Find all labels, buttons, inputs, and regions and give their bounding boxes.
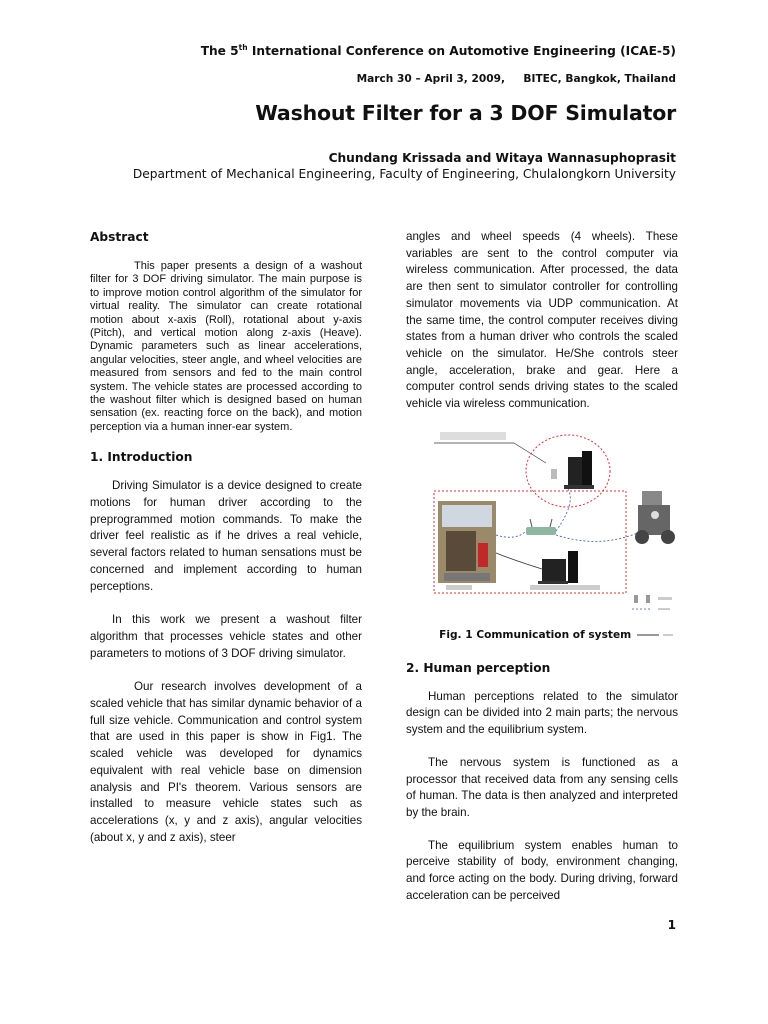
abstract-heading: Abstract: [90, 230, 149, 244]
paper-affiliation: Department of Mechanical Engineering, Faculty of Engineering, Chulalongkorn University: [132, 167, 676, 181]
human-perception-paragraph-3: The equilibrium system enables human to perceive stability of body, environment changing, and force acting on the body. During driving, forward acceleration can be perceived: [406, 838, 678, 902]
human-perception-paragraph-2: The nervous system is functioned as a processor that received data from any sensing cells of human. The data is then analyzed and interpreted by the brain.: [406, 755, 678, 819]
label-placeholder: [446, 585, 472, 590]
communication-diagram: [406, 423, 678, 623]
paper-title: Washout Filter for a 3 DOF Simulator: [255, 101, 676, 125]
figure-1: [406, 423, 678, 623]
caption-legend-line: [635, 631, 675, 639]
control-computer-icon: [551, 451, 594, 489]
conference-name: The 5th International Conference on Automotive Engineering (ICAE-5): [200, 43, 676, 59]
wireless-router-icon: [526, 519, 556, 535]
introduction-heading: 1. Introduction: [90, 450, 193, 465]
abstract-text: This paper presents a design of a washout filter for 3 DOF driving simulator. The main purpose is to improve motion control algorithm of the simulator for virtual reality. The simulator can create rotational motion about x-axis (Roll), rotational about y-axis (Pitch), and vertical motion along z-axis (Heave). Dynamic parameters such as linear accelerations, angular velocities, steer angle, and wheel velocities are measured from sensors and fed to the main control system. The vehicle states are processed according to the washout filter which is designed based on human sensation (ex. reacting force on the back), and motion perception via a human inner-ear system.: [90, 260, 362, 433]
label-placeholder: [530, 585, 600, 590]
introduction-paragraph-4: angles and wheel speeds (4 wheels). These variables are sent to the control computer via wireless communication. After processed, the data are then sent to simulator controller for controlling simulator movements via UDP communication. At the same time, the control computer receives diving states from a human driver who controls the scaled vehicle on the simulator. He/She controls steer angle, acceleration, brake and gear. Here a computer control sends driving states to the scaled vehicle via wireless communication.: [406, 230, 678, 411]
human-perception-paragraph-1: Human perceptions related to the simulator design can be divided into 2 main parts; the nervous system and the equilibrium system.: [406, 689, 678, 737]
page-number: 1: [667, 918, 676, 932]
simulator-controller-icon: [538, 551, 578, 584]
paper-authors: Chundang Krissada and Witaya Wannasuphoprasit: [328, 151, 676, 165]
simulator-photo: [438, 501, 496, 583]
right-column: [406, 226, 678, 904]
introduction-paragraph-2: In this work we present a washout filter algorithm that processes vehicle states and other parameters to motions of 3 DOF driving simulator.: [90, 613, 362, 660]
label-placeholder: [440, 432, 506, 440]
left-column: [90, 226, 362, 846]
scaled-vehicle-icon: [635, 491, 675, 544]
introduction-paragraph-3: Our research involves development of a scaled vehicle that has similar dynamic behavior of a full size vehicle. Communication and control system that are used in this paper is show in Fig1. The scaled vehicle was developed for dynamics equivalent with real vehicle base on dimension analysis and PI's theorem. Various sensors are installed to measure vehicle states such as accelerations (x, y and z axis), angular velocities (about x, y and z axis), steer: [90, 680, 362, 844]
figure-1-caption: Fig. 1 Communication of system: [406, 629, 678, 641]
figure-legend: [632, 595, 672, 610]
conference-date-location: March 30 – April 3, 2009, BITEC, Bangkok, Thailand: [356, 73, 676, 85]
human-perception-heading: 2. Human perception: [406, 660, 551, 675]
introduction-paragraph-1: Driving Simulator is a device designed to create motions for human driver according to the preprogrammed motion commands. To make the driver feel realistic as if he drives a real vehicle, several factors related to human sensations must be concerned and implement according to human perceptions.: [90, 479, 362, 593]
